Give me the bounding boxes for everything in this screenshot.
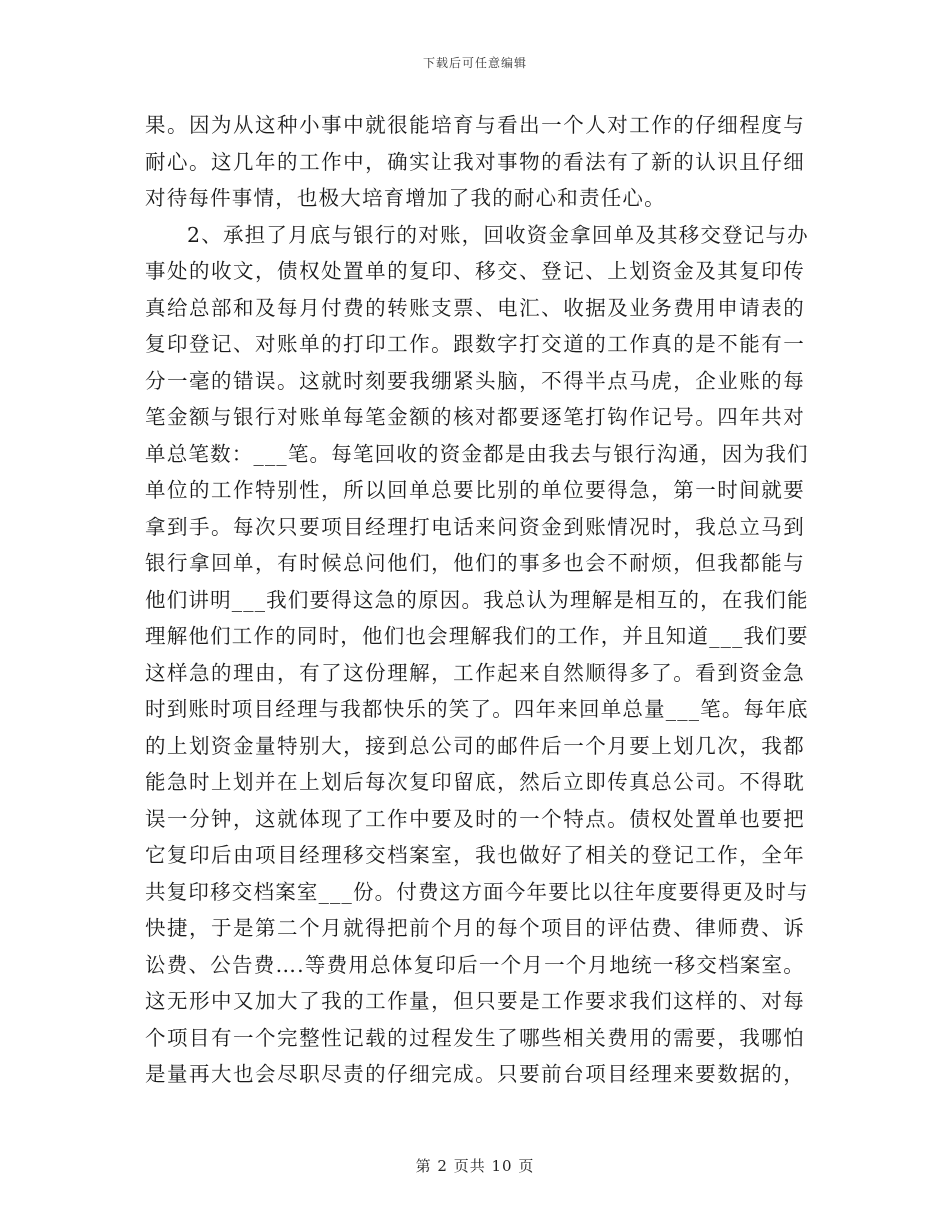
text-line: 银行拿回单，有时候总问他们，他们的事多也会不耐烦，但我都能与 — [145, 551, 805, 575]
text-line: 是量再大也会尽职尽责的仔细完成。只要前台项目经理来要数据的， — [145, 1062, 805, 1086]
text-line: 单位的工作特别性，所以回单总要比别的单位要得急，第一时间就要 — [145, 478, 805, 502]
page-footer: 第 2 页共 10 页 — [415, 1157, 535, 1175]
text-line: 拿到手。每次只要项目经理打电话来问资金到账情况时，我总立马到 — [145, 514, 805, 539]
text-line: 耐心。这几年的工作中，确实让我对事物的看法有了新的认识且仔细 — [145, 149, 805, 174]
text-line: 对待每件事情，也极大培育增加了我的耐心和责任心。 — [145, 186, 666, 210]
document-body — [145, 107, 809, 1129]
page-header: 下载后可任意编辑 — [422, 56, 527, 70]
text-line: 真给总部和及每月付费的转账支票、电汇、收据及业务费用申请表的 — [145, 295, 805, 320]
text-line: 个项目有一个完整性记载的过程发生了哪些相关费用的需要，我哪怕 — [145, 1025, 805, 1050]
text-line: 共复印移交档案室___份。付费这方面今年要比以往年度要得更及时与 — [145, 879, 809, 904]
text-line — [145, 1093, 805, 1130]
text-line: 讼费、公告费….等费用总体复印后一个月一个月地统一移交档案室。 — [145, 952, 805, 977]
text-line: 的上划资金量特别大，接到总公司的邮件后一个月要上划几次，我都 — [145, 733, 805, 758]
text-line: 单总笔数：___笔。每笔回收的资金都是由我去与银行沟通，因为我们 — [145, 441, 809, 466]
text-line: 这样急的理由，有了这份理解，工作起来自然顺得多了。看到资金急 — [145, 660, 805, 685]
text-line: 复印登记、对账单的打印工作。跟数字打交道的工作真的是不能有一 — [145, 332, 805, 356]
text-line: 能急时上划并在上划后每次复印留底，然后立即传真总公司。不得耽 — [145, 770, 805, 794]
text-line: 分一毫的错误。这就时刻要我绷紧头脑，不得半点马虎，企业账的每 — [145, 368, 805, 393]
text-line: 他们讲明___我们要得这急的原因。我总认为理解是相互的，在我们能 — [145, 587, 809, 612]
text-line: 2、承担了月底与银行的对账，回收资金拿回单及其移交登记与办 — [187, 222, 809, 247]
text-line: 果。因为从这种小事中就很能培育与看出一个人对工作的仔细程度与 — [145, 113, 805, 137]
text-line: 误一分钟，这就体现了工作中要及时的一个特点。债权处置单也要把 — [145, 806, 805, 831]
text-line: 事处的收文，债权处置单的复印、移交、登记、上划资金及其复印传 — [145, 259, 805, 283]
text-line: 这无形中又加大了我的工作量，但只要是工作要求我们这样的、对每 — [145, 989, 805, 1013]
text-line: 理解他们工作的同时，他们也会理解我们的工作，并且知道___我们要 — [145, 624, 809, 648]
text-line: 快捷，于是第二个月就得把前个月的每个项目的评估费、律师费、诉 — [145, 916, 805, 940]
text-line: 时到账时项目经理与我都快乐的笑了。四年来回单总量___笔。每年底 — [145, 697, 809, 721]
text-line: 它复印后由项目经理移交档案室，我也做好了相关的登记工作，全年 — [145, 843, 805, 867]
text-line: 笔金额与银行对账单每笔金额的核对都要逐笔打钩作记号。四年共对 — [145, 405, 805, 429]
